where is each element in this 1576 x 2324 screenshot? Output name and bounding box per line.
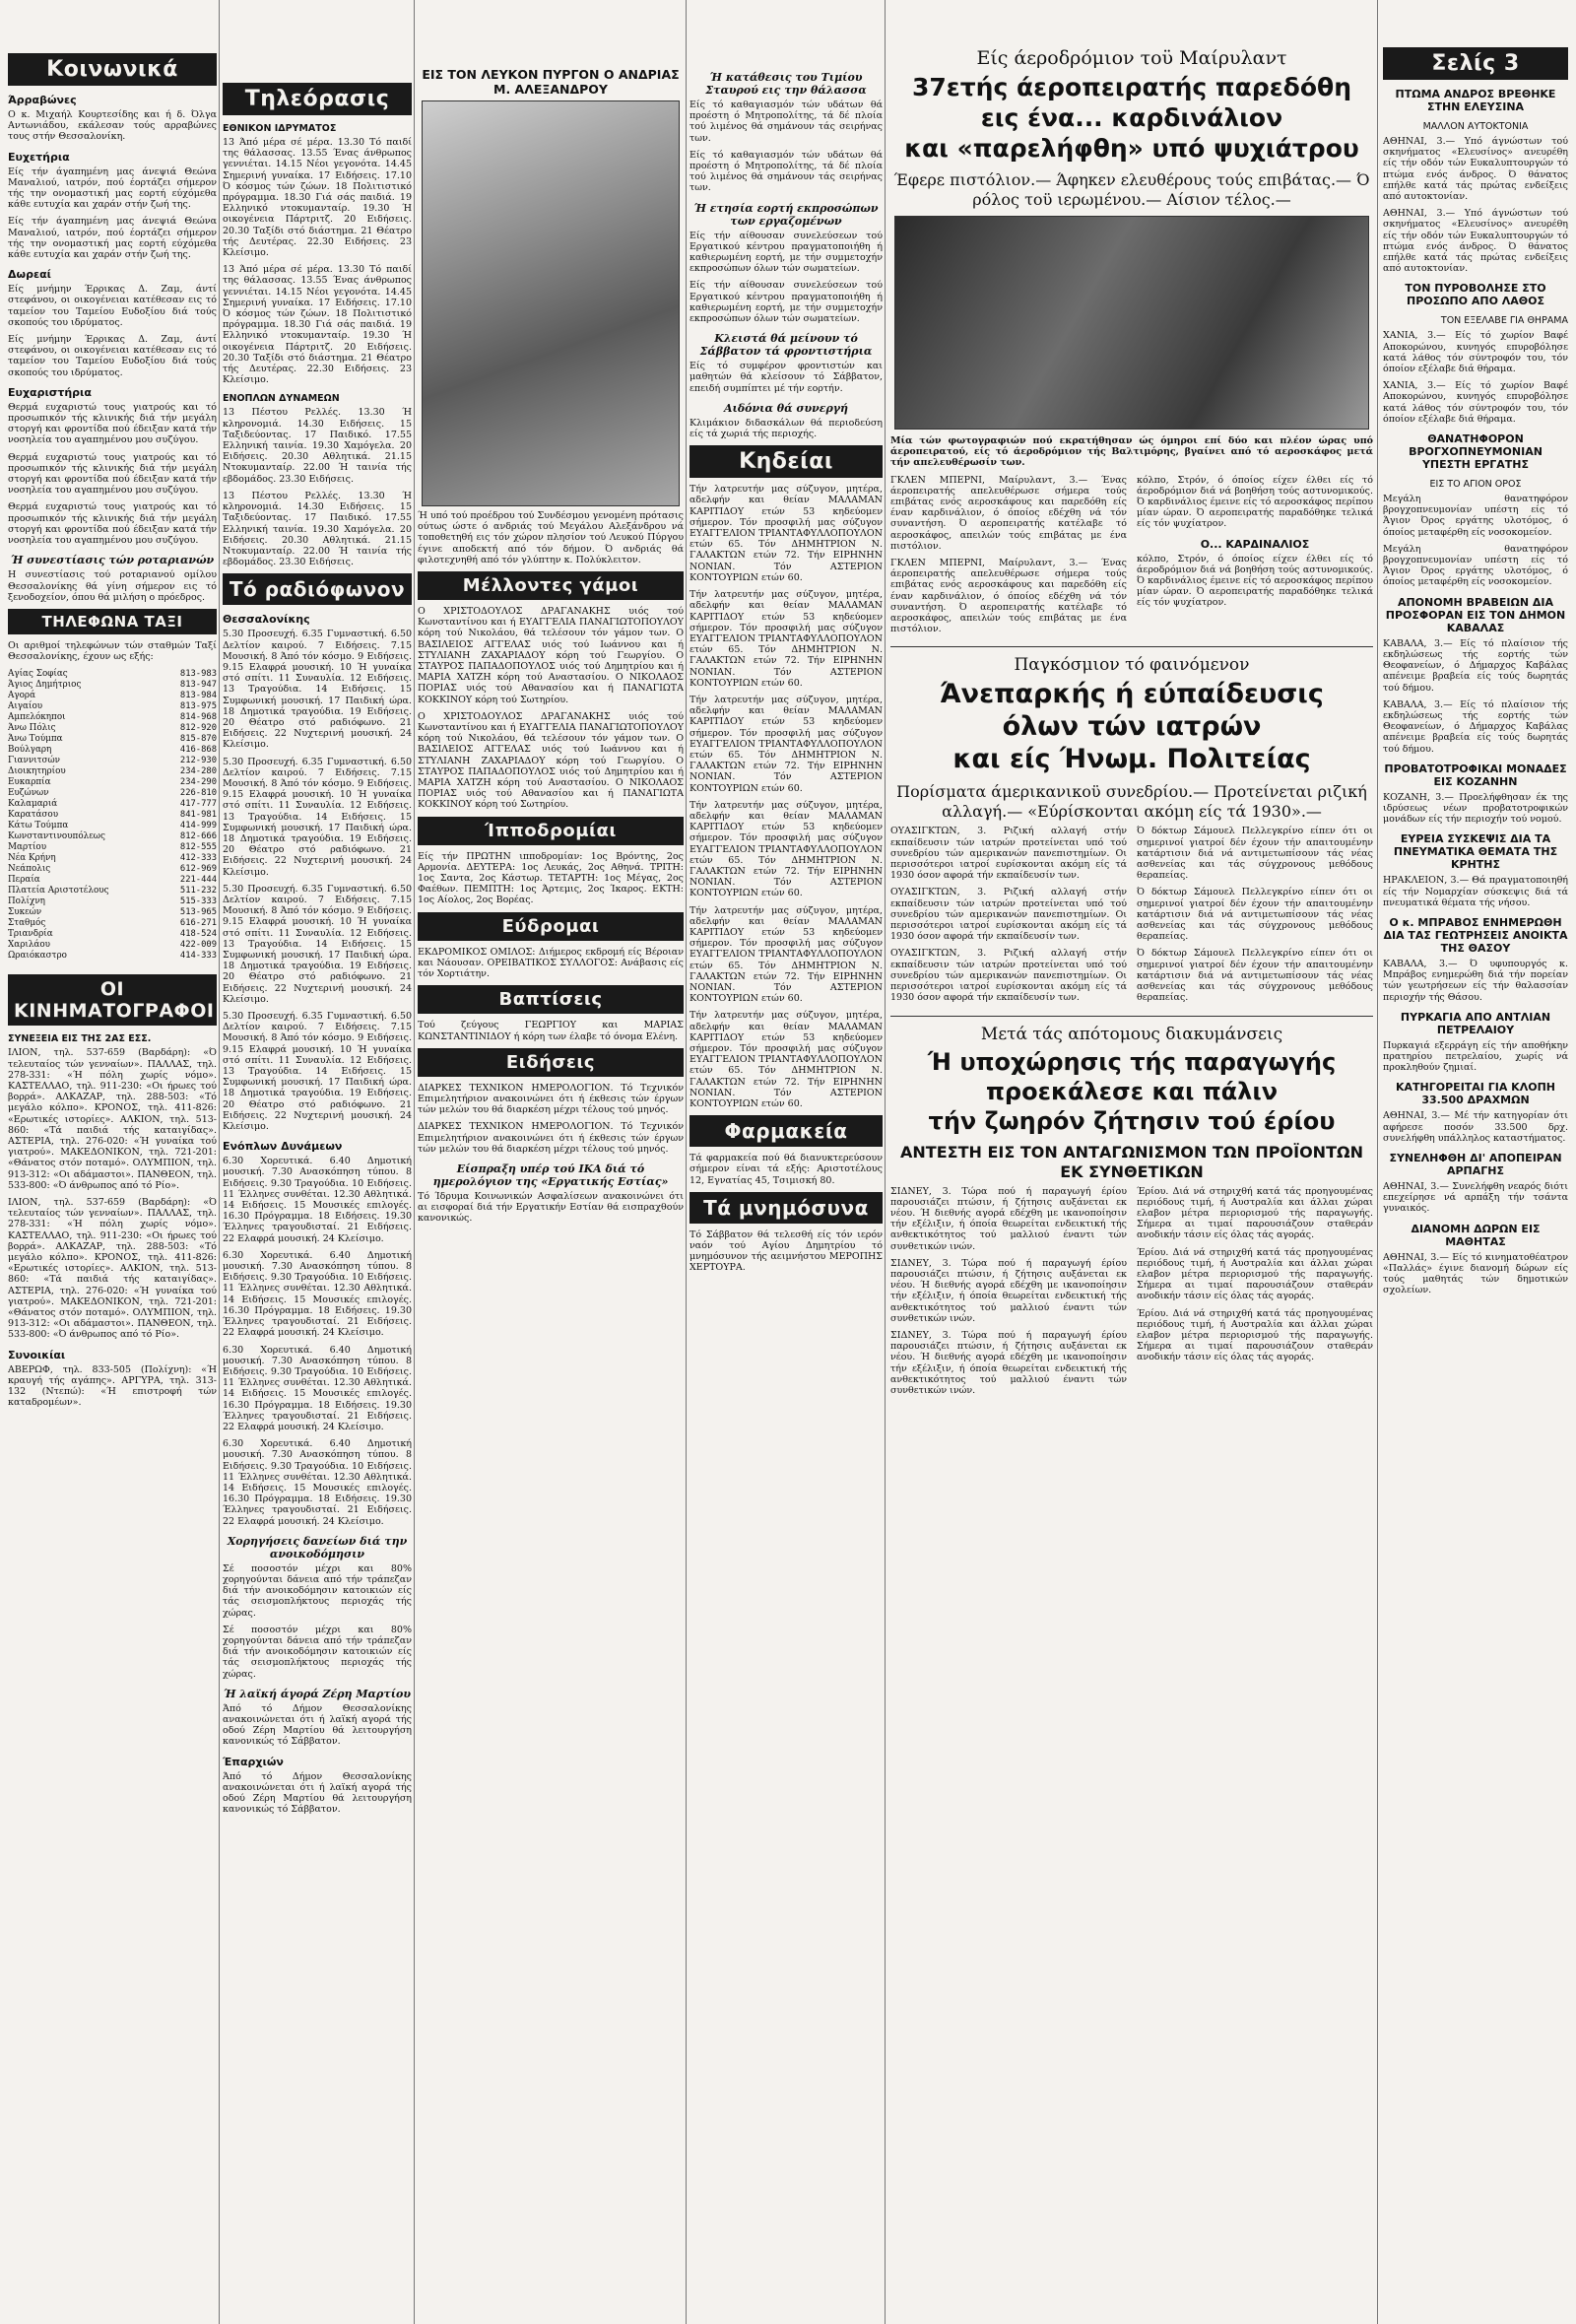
phone-row	[8, 852, 217, 863]
phone-name: Τριανδρία	[8, 928, 53, 939]
radio-text-2d: 6.30 Χορευτικά. 6.40 Δημοτική μουσική. 7.30 Ανασκόπηση τύπου. 8 Ειδήσεις. 9.30 Τραγούδια. 10 Ειδήσεις. 11 Έλληνες συνθέται. 12.30 Αθλητικά. 14 Ειδήσεις. 15 Μουσικές επιλογές. 16.30 Πρόγραμμα. 18 Ειδήσεις. 19.30 Έλληνες τραγουδισταί. 21 Ειδήσεις. 22 Ελαφρά μουσική. 24 Κλείσιμο.	[223, 1438, 412, 1527]
column-5	[890, 0, 1373, 2324]
s3-sub: ΕΙΣ ΤΟ ΑΓΙΟΝ ΟΡΟΣ	[1429, 479, 1522, 491]
phone-name: Κάτω Τούμπα	[8, 820, 69, 830]
s10-head: ΣΥΝΕΛΗΦΘΗ ΔΙ' ΑΠΟΠΕΙΡΑΝ ΑΡΠΑΓΗΣ	[1389, 1151, 1562, 1177]
s8-head: ΠΥΡΚΑΓΙΑ ΑΠΟ ΑΝΤΛΙΑΝ ΠΕΤΡΕΛΑΙΟΥ	[1400, 1010, 1551, 1036]
events-text: Σέ ποσοστόν μέχρι και 80% χορηγούνται δάνεια από τήν τράπεζαν διά τήν ανοικοδόμησιν κατοικιών είς τάς σεισμοπλήκτους περιοχάς τής χώρας.	[223, 1562, 412, 1619]
eudromo-title: Εύδρομαι	[418, 912, 684, 941]
s11-head: ΔΙΑΝΟΜΗ ΔΩΡΩΝ ΕΙΣ ΜΑΘΗΤΑΣ	[1411, 1222, 1541, 1248]
phone-name: Νεάπολις	[8, 863, 51, 874]
radio-sub-1: Θεσσαλονίκης	[223, 613, 310, 627]
phone-number: 414-333	[179, 950, 217, 961]
s1-text: Είς τό καθαγιασμόν τών υδάτων θά προέστη ό Μητροπολίτης, τά δέ πλοία τού λιμένος θά σημάνουν τάς σειρήνας των.	[690, 100, 883, 144]
lead-body-left	[890, 475, 1127, 641]
phone-number: 422-009	[179, 939, 217, 950]
phone-name: Χαριλάου	[8, 939, 50, 950]
column-3	[418, 0, 684, 2324]
s7-head: Ο κ. ΜΠΡΑΒΟΣ ΕΝΗΜΕΡΩΘΗ ΔΙΑ ΤΑΣ ΓΕΩΤΡΗΣΕΙΣ ΑΝΟΙΚΤΑ ΤΗΣ ΘΑΣΟΥ	[1383, 915, 1568, 955]
phone-number: 616-271	[179, 917, 217, 928]
memorial-text: Τό Σάββατον θά τελεσθή είς τόν ιερόν ναόν τού Αγίου Δημητρίου τό μνημόσυνον τής αειμνήστου ΜΕΡΟΠΗΣ ΧΕΡΤΟΥΡΑ.	[690, 1228, 883, 1274]
phone-number: 515-333	[179, 896, 217, 906]
eirt-text: 13 Άπό μέρα σέ μέρα. 13.30 Τό παιδί της θάλασσας. 13.55 Ένας άνθρωπος γεννιέται. 14.15 Νέοι γεγονότα. 14.45 Σημερινή γυναίκα. 17 Ειδήσεις. 17.10 Ό κόσμος τών ζώων. 18 Πολιτιστικό πρόγραμμα. 18.30 Γιά σάς παιδιά. 19 Ελληνικό ντοκυμανταίρ. 19.30 Ή οικογένεια Πάρτριτζ. 20 Ειδήσεις. 20.30 Ταξίδι στό διάστημα. 21 Θέατρο τής Δευτέρας. 22.30 Ειδήσεις. 23 Κλείσιμο.	[223, 137, 412, 259]
s1-title: Ή κατάθεσις του Τιμίου Σταυρού εις την θάλασσα	[705, 71, 867, 97]
s3-text-2: Μεγάλη θανατηφόρον βρογχοπνευμονίαν υπέστη είς τό Άγιον Όρος εργάτης υλοτόμος, ό όποίος μεταφέρθη είς νοσοκομείον.	[1383, 543, 1568, 588]
kideiai-text-5: Τήν λατρευτήν μας σύζυγον, μητέρα, αδελφήν και θείαν ΜΑΛΑΜΑΝ ΚΑΡΙΤΙΔΟΥ ετών 53 κηδεύομεν σήμερον. Τόν προσφιλή μας σύζυγον ΕΥΑΓΓΕΛΙΟΝ ΤΡΙΑΝΤΑΦΥΛΛΟΠΟΥΛΟΝ ετών 65. Τόν ΔΗΜΗΤΡΙΟΝ Ν. ΓΑΛΑΚΤΩΝ ετών 72. Τήν ΕΙΡΗΝΗΝ ΝΟΝΙΑΝ. Τόν ΑΣΤΕΡΙΟΝ ΚΟΝΤΟΥΡΙΩΝ ετών 60.	[690, 904, 883, 1005]
lead-body	[890, 475, 1373, 641]
s1-text: ΑΘΗΝΑΙ, 3.— Υπό άγνώστων τού σκηνήματος «Ελευσίνος» ανευρέθη είς τήν οδόν τών Ευκαλυπτουργών τό πτώμα ενός άνδρος. Ό θάνατος επήλθε κατά τάς πρώτας ενδείξεις από αυτοκτονίαν.	[1383, 136, 1568, 203]
phone-number: 513-965	[179, 906, 217, 917]
s2-text: ΧΑΝΙΑ, 3.— Είς τό χωρίον Βαφέ Αποκορώνου, κυνηγός επυροβόλησε κατά λάθος τόν σύντροφόν του, τόν όποίον εξέλαβε διά θήραμα.	[1383, 330, 1568, 375]
s9-text: ΑΘΗΝΑΙ, 3.— Μέ τήν κατηγορίαν ότι αφήρεσε ποσόν 33.500 δρχ. συνελήφθη υπάλληλος καταστήματος.	[1383, 1110, 1568, 1144]
synoikia-text: ΑΒΕΡΩΦ, τηλ. 833-505 (Πολίχνη): «Ή κραυγή τής αγάπης». ΑΡΓΥΡΑ, τηλ. 313-132 (Ντεπώ): «Ή επιστροφή τών καταδρομέων».	[8, 1363, 217, 1409]
phone-name: Άνω Πόλις	[8, 722, 56, 733]
phones-title: ΤΗΛΕΦΩΝΑ ΤΑΞΙ	[8, 609, 217, 634]
lead-text-right: κόλπο, Στρόν, ό όποίος είχεν έλθει είς τό άεροδρόμιον διά νά βοηθήση τούς αστυνομικούς. Ό καρδινάλιος έμεινε είς τό αεροσκάφος περίπου μίαν ώραν. Ό αεροπειρατής παραδόθηκε τελικά είς τόν ψυχίατρον.	[1137, 474, 1373, 530]
mid-text-right-2: Ό δόκτωρ Σάμουελ Πελλεγκρίνο είπεν ότι οι σημερινοί γιατροί δέν έχουν τήν απαιτουμένην κατάρτισιν διά νά αντιμετωπίσουν τάς νέας ασθενείας και τάς σύγχρονους μεθόδους θεραπείας.	[1137, 887, 1373, 943]
bottom-subheadline: ΑΝΤΕΣΤΗ ΕΙΣ ΤΟΝ ΑΝΤΑΓΩΝΙΣΜΟΝ ΤΩΝ ΠΡΟΪΟΝΤΩΝ ΕΚ ΣΥΝΘΕΤΙΚΩΝ	[900, 1142, 1363, 1181]
s5-head: ΠΡΟΒΑΤΟΤΡΟΦΙΚΑΙ ΜΟΝΑΔΕΣ ΕΙΣ ΚΟΖΑΝΗΝ	[1384, 762, 1567, 788]
eparchion-title: Έπαρχιών	[223, 1755, 284, 1768]
phone-row	[8, 798, 217, 809]
eudosis-text: ΔΙΑΡΚΕΣ ΤΕΧΝΙΚΟΝ ΗΜΕΡΟΛΟΓΙΟΝ. Τό Τεχνικόν Επιμελητήριον ανακοινώνει ότι ή έκθεσις τών έργων τών μελών του θά διαρκέση μέχρι τέλους τού μηνός.	[418, 1082, 684, 1116]
phone-row	[8, 885, 217, 896]
lead-text-right-2: κόλπο, Στρόν, ό όποίος είχεν έλθει είς τό άεροδρόμιον διά νά βοηθήση τούς αστυνομικούς. Ό καρδινάλιος έμεινε είς τό αεροσκάφος περίπου μίαν ώραν. Ό αεροπειρατής παραδόθηκε τελικά είς τόν ψυχίατρον.	[1137, 553, 1373, 609]
eucharist-text-2: Θερμά ευχαριστώ τους γιατρούς και τό προσωπικόν τής κλινικής διά τήν μεγάλη στοργή και φροντίδα πού έδειξαν κατά τήν νοσηλεία του αγαπημένου μου συζύγου.	[8, 451, 217, 497]
phone-name: Πλατεία Αριστοτέλους	[8, 885, 109, 896]
bottom-body-right	[1137, 1186, 1373, 1403]
lead-text-left-2: ΓΚΛΕΝ ΜΠΕΡΝΙ, Μαίρυλαντ, 3.— Ένας άεροπειρατής απελευθέρωσε σήμερα τούς επιβάτας ενός αεροσκάφους και παρεδόθη είς έναν καρδινάλιον, ό όποίος εδέχθη νά τόν συναντήση. Ό αεροπειρατής κατέλαβε τό αεροσκάφος, απειλών τούς επιβάτας με ένα πιστόλιον.	[890, 558, 1127, 635]
lead-text-left: ΓΚΛΕΝ ΜΠΕΡΝΙ, Μαίρυλαντ, 3.— Ένας άεροπειρατής απελευθέρωσε σήμερα τούς επιβάτας ενός αεροσκάφους και παρεδόθη είς έναν καρδινάλιον, ό όποίος εδέχθη νά τόν συναντήση. Ό αεροπειρατής κατέλαβε τό αεροσκάφος, απειλών τούς επιβάτας με ένα πιστόλιον.	[890, 474, 1127, 552]
kideiai-text-6: Τήν λατρευτήν μας σύζυγον, μητέρα, αδελφήν και θείαν ΜΑΛΑΜΑΝ ΚΑΡΙΤΙΔΟΥ ετών 53 κηδεύομεν σήμερον. Τόν προσφιλή μας σύζυγον ΕΥΑΓΓΕΛΙΟΝ ΤΡΙΑΝΤΑΦΥΛΛΟΠΟΥΛΟΝ ετών 65. Τόν ΔΗΜΗΤΡΙΟΝ Ν. ΓΑΛΑΚΤΩΝ ετών 72. Τήν ΕΙΡΗΝΗΝ ΝΟΝΙΑΝ. Τόν ΑΣΤΕΡΙΟΝ ΚΟΝΤΟΥΡΙΩΝ ετών 60.	[690, 1010, 883, 1110]
arravones-text: Ο κ. Μιχαήλ Κουρτεσίδης και ή δ. Όλγα Αντωνιάδου, εκάλεσαν τούς αρραβώνες τους στήν Θεσσαλονίκη.	[8, 109, 217, 143]
mid-kicker: Παγκόσμιον τό φαινόμενον	[1014, 655, 1250, 676]
s2-text-2: ΧΑΝΙΑ, 3.— Είς τό χωρίον Βαφέ Αποκορώνου, κυνηγός επυροβόλησε κατά λάθος τόν σύντροφόν του, τόν όποίον εξέλαβε διά θήραμα.	[1383, 380, 1568, 425]
bottom-text-right: Έρίου. Διά νά στηριχθή κατά τάς προηγουμένας περιόδους τιμή, ή Αυστραλία και άλλαι χώραι ελαβον μέτρα περιορισμού τής παραγωγής. Σήμερα αι τιμαί παρουσιάζουν σταθεράν ανοδικήν τάσιν είς όλας τάς αγοράς.	[1137, 1185, 1373, 1241]
s1-text-2: ΑΘΗΝΑΙ, 3.— Υπό άγνώστων τού σκηνήματος «Ελευσίνος» ανευρέθη είς τήν οδόν τών Ευκαλυπτουργών τό πτώμα ενός άνδρος. Ό θάνατος επήλθε κατά τάς πρώτας ενδείξεις από αυτοκτονίαν.	[1383, 208, 1568, 275]
phone-row	[8, 809, 217, 820]
phone-name: Καρατάσου	[8, 809, 59, 820]
column-rule	[686, 0, 687, 2324]
events-text-2: Σέ ποσοστόν μέχρι και 80% χορηγούνται δάνεια από τήν τράπεζαν διά τήν ανοικοδόμησιν κατοικιών είς τάς σεισμοπλήκτους περιοχάς τής χώρας.	[223, 1624, 412, 1680]
s10-text: ΑΘΗΝΑΙ, 3.— Συνελήφθη νεαρός διότι επεχείρησε νά αρπάξη τήν τσάντα γυναικός.	[1383, 1180, 1568, 1215]
phone-row	[8, 733, 217, 744]
phone-row	[8, 917, 217, 928]
market-text: Άπό τό Δήμον Θεσσαλονίκης ανακοινώνεται ότι ή λαϊκή αγορά τής οδού Ζέρη Μαρτίου θά λειτουργήση κανονικώς τό Σάββατον.	[223, 1702, 412, 1748]
mid-text-right: Ό δόκτωρ Σάμουελ Πελλεγκρίνο είπεν ότι οι σημερινοί γιατροί δέν έχουν τήν απαιτουμένην κατάρτισιν διά νά αντιμετωπίσουν τάς νέας ασθενείας και τάς σύγχρονους μεθόδους θεραπείας.	[1137, 826, 1373, 882]
ika-text: Τό Ίδρυμα Κοινωνικών Ασφαλίσεων ανακοινώνει ότι αι εισφοραί διά τήν Εργατικήν Εστίαν θά εισπραχθούν κανονικώς.	[418, 1190, 684, 1225]
arravones-title: Άρραβώνες	[8, 94, 77, 106]
phone-name: Πολίχνη	[8, 896, 45, 906]
phone-name: Κωνσταντινουπόλεως	[8, 830, 105, 841]
kideiai-text-3: Τήν λατρευτήν μας σύζυγον, μητέρα, αδελφήν και θείαν ΜΑΛΑΜΑΝ ΚΑΡΙΤΙΔΟΥ ετών 53 κηδεύομεν σήμερον. Τόν προσφιλή μας σύζυγον ΕΥΑΓΓΕΛΙΟΝ ΤΡΙΑΝΤΑΦΥΛΛΟΠΟΥΛΟΝ ετών 65. Τόν ΔΗΜΗΤΡΙΟΝ Ν. ΓΑΛΑΚΤΩΝ ετών 72. Τήν ΕΙΡΗΝΗΝ ΝΟΝΙΑΝ. Τόν ΑΣΤΕΡΙΟΝ ΚΟΝΤΟΥΡΙΩΝ ετών 60.	[690, 694, 883, 794]
phone-number: 813-947	[179, 679, 217, 690]
phone-name: Αγίας Σοφίας	[8, 668, 68, 679]
phone-row	[8, 830, 217, 841]
phone-number: 841-981	[179, 809, 217, 820]
radio-text-1: 5.30 Προσευχή. 6.35 Γυμναστική. 6.50 Δελτίον καιρού. 7 Ειδήσεις. 7.15 Μουσική. 8 Άπό τόν κόσμο. 9 Ειδήσεις. 9.15 Ελαφρά μουσική. 10 Ή γυναίκα στό σπίτι. 11 Συναυλία. 12 Ειδήσεις. 13 Τραγούδια. 14 Ειδήσεις. 15 Συμφωνική μουσική. 17 Παιδική ώρα. 18 Δημοτικά τραγούδια. 19 Ειδήσεις. 20 Θέατρο στό ραδιόφωνο. 21 Ειδήσεις. 22 Νυχτερινή μουσική. 24 Κλείσιμο.	[223, 629, 412, 751]
radio-title: Τό ραδιόφωνον	[223, 573, 412, 605]
phone-name: Περαία	[8, 874, 40, 885]
doreai-text-2: Είς μνήμην Έρρικας Δ. Ζαμ, άντί στεφάνου, οι οικογένειαι κατέθεσαν εις τό ταμείον του Ταμείου Ευδοξίου διά τούς σκοπούς του ιδρύματος.	[8, 334, 217, 378]
eudromo-text: ΕΚΔΡΟΜΙΚΟΣ ΟΜΙΛΟΣ: Διήμερος εκδρομή είς Βέροιαν και Νάουσαν. ΟΡΕΙΒΑΤΙΚΟΣ ΣΥΛΛΟΓΟΣ: Ανάβασις είς τόν Χορτιάτην.	[418, 946, 684, 980]
phone-number: 812-555	[179, 841, 217, 852]
mid-text-left: ΟΥΑΣΙΓΚΤΩΝ, 3. Ριζική αλλαγή στήν εκπαίδευσιν τών ιατρών προτείνεται υπό τού συνεδρίου τών αμερικανών πανεπιστημίων. Οι περισσότεροι ιατροί ευρίσκονται ακόμη είς τά 1930 όσον αφορά τήν εκπαίδευσίν των.	[890, 826, 1127, 882]
phone-row	[8, 744, 217, 755]
mid-headline-3: και είς Ήνωμ. Πολιτείας	[952, 744, 1311, 775]
lead-headline-3: εις ένα... καρδινάλιον	[980, 103, 1283, 132]
cinema-title: ΟΙ ΚΙΝΗΜΑΤΟΓΡΑΦΟΙ	[8, 974, 217, 1026]
phone-name: Μαρτίου	[8, 841, 47, 852]
phone-name: Ευζώνων	[8, 787, 49, 798]
s3-title: Κλειστά θά μείνουν τό Σάββατον τά φροντιστήρια	[699, 332, 873, 359]
pharmacy-text: Τά φαρμακεία πού θά διανυκτερεύσουν σήμερον είναι τά εξής: Αριστοτέλους 12, Εγνατίας 45, Τσιμισκή 80.	[690, 1153, 883, 1186]
events-title: Χορηγήσεις δανείων διά την ανοικοδόμησιν	[227, 1534, 408, 1560]
eucharist-title: Ευχαριστήρια	[8, 385, 92, 399]
radio-text-1d: 5.30 Προσευχή. 6.35 Γυμναστική. 6.50 Δελτίον καιρού. 7 Ειδήσεις. 7.15 Μουσική. 8 Άπό τόν κόσμο. 9 Ειδήσεις. 9.15 Ελαφρά μουσική. 10 Ή γυναίκα στό σπίτι. 11 Συναυλία. 12 Ειδήσεις. 13 Τραγούδια. 14 Ειδήσεις. 15 Συμφωνική μουσική. 17 Παιδική ώρα. 18 Δημοτικά τραγούδια. 19 Ειδήσεις. 20 Θέατρο στό ραδιόφωνο. 21 Ειδήσεις. 22 Νυχτερινή μουσική. 24 Κλείσιμο.	[223, 1011, 412, 1133]
radio-text-2b: 6.30 Χορευτικά. 6.40 Δημοτική μουσική. 7.30 Ανασκόπηση τύπου. 8 Ειδήσεις. 9.30 Τραγούδια. 10 Ειδήσεις. 11 Έλληνες συνθέται. 12.30 Αθλητικά. 14 Ειδήσεις. 15 Μουσικές επιλογές. 16.30 Πρόγραμμα. 18 Ειδήσεις. 19.30 Έλληνες τραγουδισταί. 21 Ειδήσεις. 22 Ελαφρά μουσική. 24 Κλείσιμο.	[223, 1249, 412, 1339]
phone-row	[8, 679, 217, 690]
phone-row	[8, 928, 217, 939]
phone-row	[8, 787, 217, 798]
phone-number: 418-524	[179, 928, 217, 939]
s4-head: ΑΠΟΝΟΜΗ ΒΡΑΒΕΙΩΝ ΔΙΑ ΠΡΟΣΦΟΡΑΝ ΕΙΣ ΤΟΝ ΔΗΜΟΝ ΚΑΒΑΛΑΣ	[1385, 595, 1566, 634]
column-rule	[219, 0, 220, 2324]
column-rule	[885, 0, 886, 2324]
synoikia-title: Συνοικίαι	[8, 1348, 66, 1361]
bottom-headline-3: τήν ζωηρόν ζήτησιν τού έρίου	[928, 1106, 1336, 1135]
statue-caption: Ή υπό τού προέδρου τού Συνδέσμου γενομένη πρότασις ούτως ώστε ό ανδριάς τού Μεγάλου Αλεξάνδρου νά τοποθετηθή εις τόν χώρον πλησίον τού Λευκού Πύργου έγινε αποδεκτή από τόν δήμον. Ό ανδριάς θά φιλοτεχνηθή από τόν γλύπτην κ. Πολύκλειτον.	[418, 510, 684, 565]
phone-number: 221-444	[179, 874, 217, 885]
mid-body-left	[890, 826, 1127, 1009]
lead-photo-caption: Μία τών φωτογραφιών πού εκρατήθησαν ώς όμηροι επί δύο και πλέον ώρας υπό άεροπειρατού, είς τό άεροδρόμιον τής Βαλτιμόρης, βγαίνει από τό αεροσκάφος μετά τήν απελευθέρωσίν των.	[890, 435, 1373, 469]
phone-number: 234-280	[179, 765, 217, 776]
eucharist-text: Θερμά ευχαριστώ τους γιατρούς και τό προσωπικόν τής κλινικής διά τήν μεγάλη στοργή και φροντίδα πού έδειξαν κατά τήν νοσηλεία του αγαπημένου μου συζύγου.	[8, 401, 217, 446]
dateline-kardinal: Ο... ΚΑΡΔΙΝΑΛΙΟΣ	[1200, 537, 1310, 551]
s2-head: ΤΟΝ ΠΥΡΟΒΟΛΗΣΕ ΣΤΟ ΠΡΟΣΩΠΟ ΑΠΟ ΛΑΘΟΣ	[1405, 282, 1546, 308]
phone-name: Σταθμός	[8, 917, 46, 928]
phone-number: 414-999	[179, 820, 217, 830]
s3-text: Είς τό συμφέρον φροντιστών και μαθητών θά κλείσουν τό Σάββατον, επειδή συμπίπτει μέ τήν εορτήν.	[690, 361, 883, 394]
eucheteria-title: Ευχετήρια	[8, 150, 70, 164]
divider	[890, 1016, 1373, 1017]
hippodrome-text: Είς τήν ΠΡΩΤΗΝ ιπποδρομίαν: 1ος Βρόντης, 2ος Αρμονία. ΔΕΥΤΕΡΑ: 1ος Λευκάς, 2ος Αθηνά. ΤΡΙΤΗ: 1ος Σαντα, 2ος Κάστωρ. ΤΕΤΑΡΤΗ: 1ος Μέγας, 2ος Φαέθων. ΠΕΜΠΤΗ: 1ος Άρτεμις, 2ος Ίκαρος. ΕΚΤΗ: 1ος Αίολος, 2ος Βορέας.	[418, 850, 684, 906]
pharmacy-title: Φαρμακεία	[690, 1115, 883, 1147]
phone-row	[8, 711, 217, 722]
s4-text: ΚΑΒΑΛΑ, 3.— Είς τό πλαίσιον τής εκδηλώσεως τής εορτής τών Θεοφανείων, ό Δήμαρχος Καβάλας απένειμε βραβεία είς τούς δωρητάς τού δήμου.	[1383, 637, 1568, 694]
phone-row	[8, 690, 217, 700]
bottom-body-left	[890, 1186, 1127, 1403]
doreai-title: Δωρεαί	[8, 268, 51, 282]
column-2	[223, 0, 412, 2324]
phone-number: 226-810	[179, 787, 217, 798]
phone-row	[8, 820, 217, 830]
kideiai-text-4: Τήν λατρευτήν μας σύζυγον, μητέρα, αδελφήν και θείαν ΜΑΛΑΜΑΝ ΚΑΡΙΤΙΔΟΥ ετών 53 κηδεύομεν σήμερον. Τόν προσφιλή μας σύζυγον ΕΥΑΓΓΕΛΙΟΝ ΤΡΙΑΝΤΑΦΥΛΛΟΠΟΥΛΟΝ ετών 65. Τόν ΔΗΜΗΤΡΙΟΝ Ν. ΓΑΛΑΚΤΩΝ ετών 72. Τήν ΕΙΡΗΝΗΝ ΝΟΝΙΑΝ. Τόν ΑΣΤΕΡΙΟΝ ΚΟΝΤΟΥΡΙΩΝ ετών 60.	[690, 799, 883, 899]
phone-row	[8, 668, 217, 679]
phone-name: Ευκαρπία	[8, 776, 51, 787]
lead-headline-1: Είς άεροδρόμιον τοϋ Μαίρυλαντ	[976, 47, 1287, 69]
radio-text-1b: 5.30 Προσευχή. 6.35 Γυμναστική. 6.50 Δελτίον καιρού. 7 Ειδήσεις. 7.15 Μουσική. 8 Άπό τόν κόσμο. 9 Ειδήσεις. 9.15 Ελαφρά μουσική. 10 Ή γυναίκα στό σπίτι. 11 Συναυλία. 12 Ειδήσεις. 13 Τραγούδια. 14 Ειδήσεις. 15 Συμφωνική μουσική. 17 Παιδική ώρα. 18 Δημοτικά τραγούδια. 19 Ειδήσεις. 20 Θέατρο στό ραδιόφωνο. 21 Ειδήσεις. 22 Νυχτερινή μουσική. 24 Κλείσιμο.	[223, 756, 412, 878]
mid-headline-1: Άνεπαρκής ή εύπαίδευσις	[940, 679, 1324, 710]
s11-text: ΑΘΗΝΑΙ, 3.— Είς τό κινηματοθέατρον «Παλλάς» έγινε διανομή δώρων είς τούς μαθητάς τών δημοτικών σχολείων.	[1383, 1251, 1568, 1296]
column-4	[690, 0, 883, 2324]
baptisms-text: Τού ζεύγους ΓΕΩΡΓΙΟΥ και ΜΑΡΙΑΣ ΚΩΝΣΤΑΝΤΙΝΙΔΟΥ ή κόρη των έλαβε τό όνομα Ελένη.	[418, 1020, 684, 1042]
s6-head: ΕΥΡΕΙΑ ΣΥΣΚΕΨΙΣ ΔΙΑ ΤΑ ΠΝΕΥΜΑΤΙΚΑ ΘΕΜΑΤΑ ΤΗΣ ΚΡΗΤΗΣ	[1393, 832, 1558, 872]
cinema-text: ΙΛΙΟΝ, τηλ. 537-659 (Βαρδάρη): «Ό τελευταίος τών γενναίων». ΠΑΛΛΑΣ, τηλ. 278-331: «Ή πόλη χωρίς νόμο». ΚΑΣΤΕΛΛΑΟ, τηλ. 911-230: «Οι ήρωες τού βορρά». ΑΛΚΑΖΑΡ, τηλ. 288-503: «Τό μεγάλο κόλπο». ΚΡΟΝΟΣ, τηλ. 411-826: «Ερωτικές ιστορίες». ΑΛΚΙΟΝ, τηλ. 513-860: «Τά παιδιά τής καταιγίδας». ΑΣΤΕΡΙΑ, τηλ. 276-020: «Ή γυναίκα τού γιατρού». ΜΑΚΕΔΟΝΙΚΟΝ, τηλ. 721-201: «Θάνατος στόν ποταμό». ΟΛΥΜΠΙΟΝ, τηλ. 913-312: «Οι αδάμαστοι». ΠΑΝΘΕΟΝ, τηλ. 533-800: «Ό άνθρωπος από τό Ρίο».	[8, 1047, 217, 1191]
weddings-text: Ο ΧΡΙΣΤΟΔΟΥΛΟΣ ΔΡΑΓΑΝΑΚΗΣ υιός τού Κωνσταντίνου και ή ΕΥΑΓΓΕΛΙΑ ΠΑΝΑΓΙΩΤΟΠΟΥΛΟΥ κόρη τού Νικολάου, θά τελέσουν τόν γάμον των. Ο ΒΑΣΙΛΕΙΟΣ ΑΓΓΕΛΑΣ υιός τού Ιωάννου και ή ΣΤΥΛΙΑΝΗ ΖΑΧΑΡΙΑΔΟΥ κόρη τού Γεωργίου. Ο ΣΤΑΥΡΟΣ ΠΑΠΑΔΟΠΟΥΛΟΣ υιός τού Δημητρίου και ή ΜΑΡΙΑ ΧΑΤΖΗ κόρη τού Αναστασίου. Ο ΝΙΚΟΛΑΟΣ ΠΟΡΙΑΣ υιός τού Αθανασίου και ή ΠΑΝΑΓΙΩΤΑ ΚΟΚΚΙΝΟΥ κόρη τού Σωτηρίου.	[418, 606, 684, 705]
bottom-text-right-3: Έρίου. Διά νά στηριχθή κατά τάς προηγουμένας περιόδους τιμή, ή Αυστραλία και άλλαι χώραι ελαβον μέτρα περιορισμού τής παραγωγής. Σήμερα αι τιμαί παρουσιάζουν σταθεράν ανοδικήν τάσιν είς όλας τάς αγοράς.	[1137, 1307, 1373, 1363]
s1-text-2: Είς τό καθαγιασμόν τών υδάτων θά προέστη ό Μητροπολίτης, τά δέ πλοία τού λιμένος θά σημάνουν τάς σειρήνας των.	[690, 149, 883, 194]
s6-text: ΗΡΑΚΛΕΙΟΝ, 3.— Θά πραγματοποιηθή είς τήν Νομαρχίαν σύσκεψις διά τά πνευματικά θέματα τής νήσου.	[1383, 875, 1568, 908]
column-rule	[414, 0, 415, 2324]
bottom-text-right-2: Έρίου. Διά νά στηριχθή κατά τάς προηγουμένας περιόδους τιμή, ή Αυστραλία και άλλαι χώραι ελαβον μέτρα περιορισμού τής παραγωγής. Σήμερα αι τιμαί παρουσιάζουν σταθεράν ανοδικήν τάσιν είς όλας τάς αγοράς.	[1137, 1246, 1373, 1302]
phone-name: Βούλγαρη	[8, 744, 52, 755]
page-number-banner: Σελίς 3	[1383, 47, 1568, 80]
phone-number: 812-920	[179, 722, 217, 733]
lead-headline-2: 37ετής άεροπειρατής παρεδόθη	[911, 73, 1351, 101]
phone-name: Διοικητηρίου	[8, 765, 66, 776]
phone-name: Άνω Τούμπα	[8, 733, 63, 744]
syneuxeis-title: Ή συνεστίασις τών ροταριανών	[10, 554, 215, 567]
column-1	[8, 0, 217, 2324]
s4-text: Κλιμάκιον διδασκάλων θά περιοδεύση είς τά χωριά τής περιοχής.	[690, 417, 883, 440]
statue-headline: ΕΙΣ ΤΟΝ ΛΕΥΚΟΝ ΠΥΡΓΟΝ Ο ΑΝΔΡΙΑΣ Μ. ΑΛΕΞΑΝΔΡΟΥ	[422, 67, 680, 97]
bottom-text-left: ΣΙΔΝΕΥ, 3. Τώρα πού ή παραγωγή έρίου παρουσιάζει πτώσιν, ή ζήτησις αυξάνεται εκ νέου. Ή διεθνής αγορά εδέχθη με ικανοποίησιν τήν εξέλιξιν, ή όποία θεωρείται ενδεικτική τής ανθεκτικότητος τού μαλλιού έναντι τών συνθετικών ινών.	[890, 1185, 1127, 1252]
phone-number: 812-666	[179, 830, 217, 841]
hippodrome-title: Ίπποδρομίαι	[418, 817, 684, 845]
phone-name: Αμπελόκηποι	[8, 711, 66, 722]
phone-number: 212-930	[179, 755, 217, 765]
eudosis-title: Ειδήσεις	[418, 1048, 684, 1077]
phone-row	[8, 950, 217, 961]
column-rule	[1377, 0, 1378, 2324]
phone-number: 814-968	[179, 711, 217, 722]
phone-row	[8, 776, 217, 787]
mid-text-left-3: ΟΥΑΣΙΓΚΤΩΝ, 3. Ριζική αλλαγή στήν εκπαίδευσιν τών ιατρών προτείνεται υπό τού συνεδρίου τών αμερικανών πανεπιστημίων. Οι περισσότεροι ιατροί ευρίσκονται ακόμη είς τά 1930 όσον αφορά τήν εκπαίδευσίν των.	[890, 948, 1127, 1004]
radio-text-2: 6.30 Χορευτικά. 6.40 Δημοτική μουσική. 7.30 Ανασκόπηση τύπου. 8 Ειδήσεις. 9.30 Τραγούδια. 10 Ειδήσεις. 11 Έλληνες συνθέται. 12.30 Αθλητικά. 14 Ειδήσεις. 15 Μουσικές επιλογές. 16.30 Πρόγραμμα. 18 Ειδήσεις. 19.30 Έλληνες τραγουδισταί. 21 Ειδήσεις. 22 Ελαφρά μουσική. 24 Κλείσιμο.	[223, 1156, 412, 1244]
s2-sub: ΤΟΝ ΕΞΕΛΑΒΕ ΓΙΑ ΘΗΡΑΜΑ	[1440, 315, 1568, 327]
s4-text-2: ΚΑΒΑΛΑ, 3.— Είς τό πλαίσιον τής εκδηλώσεως τής εορτής τών Θεοφανείων, ό Δήμαρχος Καβάλας απένειμε βραβεία είς τούς δωρητάς τού δήμου.	[1383, 698, 1568, 755]
mid-text-right-3: Ό δόκτωρ Σάμουελ Πελλεγκρίνο είπεν ότι οι σημερινοί γιατροί δέν έχουν τήν απαιτουμένην κατάρτισιν διά νά αντιμετωπίσουν τάς νέας ασθενείας και τάς σύγχρονους μεθόδους θεραπείας.	[1137, 948, 1373, 1004]
bottom-text-left-2: ΣΙΔΝΕΥ, 3. Τώρα πού ή παραγωγή έρίου παρουσιάζει πτώσιν, ή ζήτησις αυξάνεται εκ νέου. Ή διεθνής αγορά εδέχθη με ικανοποίησιν τήν εξέλιξιν, ή όποία θεωρείται ενδεικτική τής ανθεκτικότητος τού μαλλιού έναντι τών συνθετικών ινών.	[890, 1257, 1127, 1324]
radio-sub-2: Ενόπλων Δυνάμεων	[223, 1140, 343, 1154]
bottom-headline-1: Ή υποχώρησις τής παραγωγής	[927, 1047, 1337, 1076]
eucharist-text-3: Θερμά ευχαριστώ τους γιατρούς και τό προσωπικόν τής κλινικής διά τήν μεγάλη στοργή και φροντίδα πού έδειξαν κατά τήν νοσηλεία του αγαπημένου μου συζύγου.	[8, 501, 217, 547]
phone-number: 612-969	[179, 863, 217, 874]
phone-row	[8, 863, 217, 874]
s2-text: Είς τήν αίθουσαν συνελεύσεων τού Εργατικού κέντρου πραγματοποιήθη ή καθιερωμένη εορτή, με τήν συμμετοχήν εκπροσώπων όλων τών σωματείων.	[690, 230, 883, 275]
weddings-title: Μέλλοντες γάμοι	[418, 571, 684, 600]
mid-subheadline: Πορίσματα άμερικανικοϋ συνεδρίου.— Προτείνεται ριζική αλλαγή.— «Εύρίσκονται ακόμη είς τά 1930».—	[896, 782, 1367, 822]
eudosis-text-2: ΔΙΑΡΚΕΣ ΤΕΧΝΙΚΟΝ ΗΜΕΡΟΛΟΓΙΟΝ. Τό Τεχνικόν Επιμελητήριον ανακοινώνει ότι ή έκθεσις τών έργων τών μελών του θά διαρκέση μέχρι τέλους τού μηνός.	[418, 1121, 684, 1155]
phone-row	[8, 841, 217, 852]
phone-row	[8, 722, 217, 733]
phone-name: Γιαννιτσών	[8, 755, 61, 765]
phone-row	[8, 896, 217, 906]
lead-headline-4: και «παρελήφθη» υπό ψυχιάτρου	[904, 134, 1359, 163]
s1-sub: ΜΑΛΛΟΝ ΑΥΤΟΚΤΟΝΙΑ	[1422, 121, 1529, 132]
yed-text: 13 Πέστου Ρελλές. 13.30 Ή κληρονομιά. 14.30 Ειδήσεις. 15 Ταξιδεύοντας. 17 Παιδικό. 17.55 Ελληνική ταινία. 19.30 Χαμόγελα. 20 Ειδήσεις. 20.30 Αθλητικά. 21.15 Ντοκυμανταίρ. 22.00 Ή ταινία τής εβδομάδος. 23.30 Ειδήσεις.	[223, 407, 412, 485]
market-text-2: Άπό τό Δήμον Θεσσαλονίκης ανακοινώνεται ότι ή λαϊκή αγορά τής οδού Ζέρη Μαρτίου θά λειτουργήση κανονικώς τό Σάββατον.	[223, 1770, 412, 1816]
mid-headline-2: όλων τών ιατρών	[1002, 711, 1262, 743]
mid-body	[890, 826, 1373, 1009]
memorial-title: Τά μνημόσυνα	[690, 1192, 883, 1224]
phone-number: 813-983	[179, 668, 217, 679]
cinema-text-2: ΙΛΙΟΝ, τηλ. 537-659 (Βαρδάρη): «Ό τελευταίος τών γενναίων». ΠΑΛΛΑΣ, τηλ. 278-331: «Ή πόλη χωρίς νόμο». ΚΑΣΤΕΛΛΑΟ, τηλ. 911-230: «Οι ήρωες τού βορρά». ΑΛΚΑΖΑΡ, τηλ. 288-503: «Τό μεγάλο κόλπο». ΚΡΟΝΟΣ, τηλ. 411-826: «Ερωτικές ιστορίες». ΑΛΚΙΟΝ, τηλ. 513-860: «Τά παιδιά τής καταιγίδας». ΑΣΤΕΡΙΑ, τηλ. 276-020: «Ή γυναίκα τού γιατρού». ΜΑΚΕΔΟΝΙΚΟΝ, τηλ. 721-201: «Θάνατος στόν ποταμό». ΟΛΥΜΠΙΟΝ, τηλ. 913-312: «Οι αδάμαστοι». ΠΑΝΘΕΟΝ, τηλ. 533-800: «Ό άνθρωπος από τό Ρίο».	[8, 1196, 217, 1341]
phones-intro: Οι αριθμοί τηλεφώνων τών σταθμών Ταξί Θεσσαλονίκης, έχουν ως εξής:	[8, 639, 217, 663]
phone-number: 511-232	[179, 885, 217, 896]
s1-head: ΠΤΩΜΑ ΑΝΔΡΟΣ ΒΡΕΘΗΚΕ ΣΤΗΝ ΕΛΕΥΣΙΝΑ	[1395, 88, 1556, 113]
tv-title: Τηλεόρασις	[223, 83, 412, 115]
s5-text: ΚΟΖΑΝΗ, 3.— Προελήφθησαν έκ της ιδρύσεως νέων προβατοτροφικών μονάδων είς τήν περιοχήν τού νομού.	[1383, 791, 1568, 826]
lead-photo	[894, 216, 1369, 430]
radio-text-1c: 5.30 Προσευχή. 6.35 Γυμναστική. 6.50 Δελτίον καιρού. 7 Ειδήσεις. 7.15 Μουσική. 8 Άπό τόν κόσμο. 9 Ειδήσεις. 9.15 Ελαφρά μουσική. 10 Ή γυναίκα στό σπίτι. 11 Συναυλία. 12 Ειδήσεις. 13 Τραγούδια. 14 Ειδήσεις. 15 Συμφωνική μουσική. 17 Παιδική ώρα. 18 Δημοτικά τραγούδια. 19 Ειδήσεις. 20 Θέατρο στό ραδιόφωνο. 21 Ειδήσεις. 22 Νυχτερινή μουσική. 24 Κλείσιμο.	[223, 883, 412, 1005]
mid-body-right	[1137, 826, 1373, 1009]
phone-number: 813-975	[179, 700, 217, 711]
weddings-text-2: Ο ΧΡΙΣΤΟΔΟΥΛΟΣ ΔΡΑΓΑΝΑΚΗΣ υιός τού Κωνσταντίνου και ή ΕΥΑΓΓΕΛΙΑ ΠΑΝΑΓΙΩΤΟΠΟΥΛΟΥ κόρη τού Νικολάου, θά τελέσουν τόν γάμον των. Ο ΒΑΣΙΛΕΙΟΣ ΑΓΓΕΛΑΣ υιός τού Ιωάννου και ή ΣΤΥΛΙΑΝΗ ΖΑΧΑΡΙΑΔΟΥ κόρη τού Γεωργίου. Ο ΣΤΑΥΡΟΣ ΠΑΠΑΔΟΠΟΥΛΟΣ υιός τού Δημητρίου και ή ΜΑΡΙΑ ΧΑΤΖΗ κόρη τού Αναστασίου. Ο ΝΙΚΟΛΑΟΣ ΠΟΡΙΑΣ υιός τού Αθανασίου και ή ΠΑΝΑΓΙΩΤΑ ΚΟΚΚΙΝΟΥ κόρη τού Σωτηρίου.	[418, 710, 684, 811]
phone-number: 412-333	[179, 852, 217, 863]
phone-number: 813-984	[179, 690, 217, 700]
s9-head: ΚΑΤΗΓΟΡΕΙΤΑΙ ΓΙΑ ΚΛΟΠΗ 33.500 ΔΡΑΧΜΩΝ	[1396, 1081, 1555, 1107]
kideiai-title: Κηδείαι	[690, 445, 883, 478]
phone-row	[8, 765, 217, 776]
phones-table	[8, 668, 217, 961]
bottom-headline-2: προεκάλεσε και πάλιν	[985, 1077, 1279, 1105]
phone-number: 234-290	[179, 776, 217, 787]
phone-name: Συκεών	[8, 906, 42, 917]
s4-title: Αιδόνια θά συνεργή	[723, 401, 849, 415]
cinema-sub: ΣΥΝΕΞΕΙΑ ΕΙΣ ΤΗΣ 2ΑΣ ΕΣΣ.	[8, 1033, 152, 1045]
yed-text-2: 13 Πέστου Ρελλές. 13.30 Ή κληρονομιά. 14.30 Ειδήσεις. 15 Ταξιδεύοντας. 17 Παιδικό. 17.55 Ελληνική ταινία. 19.30 Χαμόγελα. 20 Ειδήσεις. 20.30 Αθλητικά. 21.15 Ντοκυμανταίρ. 22.00 Ή ταινία τής εβδομάδος. 23.30 Ειδήσεις.	[223, 490, 412, 568]
s3-head: ΘΑΝΑΤΗΦΟΡΟΝ ΒΡΟΓΧΟΠΝΕΥΜΟΝΙΑΝ ΥΠΕΣΤΗ ΕΡΓΑΤΗΣ	[1409, 432, 1543, 472]
s8-text: Πυρκαγιά εξερράγη είς τήν αποθήκην πρατηρίου πετρελαίου, χωρίς νά προκληθούν ζημιαί.	[1383, 1039, 1568, 1074]
kideiai-text-2: Τήν λατρευτήν μας σύζυγον, μητέρα, αδελφήν και θείαν ΜΑΛΑΜΑΝ ΚΑΡΙΤΙΔΟΥ ετών 53 κηδεύομεν σήμερον. Τόν προσφιλή μας σύζυγον ΕΥΑΓΓΕΛΙΟΝ ΤΡΙΑΝΤΑΦΥΛΛΟΠΟΥΛΟΝ ετών 65. Τόν ΔΗΜΗΤΡΙΟΝ Ν. ΓΑΛΑΚΤΩΝ ετών 72. Τήν ΕΙΡΗΝΗΝ ΝΟΝΙΑΝ. Τόν ΑΣΤΕΡΙΟΝ ΚΟΝΤΟΥΡΙΩΝ ετών 60.	[690, 589, 883, 689]
phone-row	[8, 906, 217, 917]
phone-name: Άγιος Δημήτριος	[8, 679, 82, 690]
yed-title: ΕΝΟΠΛΩΝ ΔΥΝΑΜΕΩΝ	[223, 393, 340, 405]
doreai-text: Είς μνήμην Έρρικας Δ. Ζαμ, άντί στεφάνου, οι οικογένειαι κατέθεσαν εις τό ταμείον του Ταμείου Ευδοξίου διά τούς σκοπούς του ιδρύματος.	[8, 284, 217, 328]
kideiai-text: Τήν λατρευτήν μας σύζυγον, μητέρα, αδελφήν και θείαν ΜΑΛΑΜΑΝ ΚΑΡΙΤΙΔΟΥ ετών 53 κηδεύομεν σήμερον. Τόν προσφιλή μας σύζυγον ΕΥΑΓΓΕΛΙΟΝ ΤΡΙΑΝΤΑΦΥΛΛΟΠΟΥΛΟΝ ετών 65. Τόν ΔΗΜΗΤΡΙΟΝ Ν. ΓΑΛΑΚΤΩΝ ετών 72. Τήν ΕΙΡΗΝΗΝ ΝΟΝΙΑΝ. Τόν ΑΣΤΕΡΙΟΝ ΚΟΝΤΟΥΡΙΩΝ ετών 60.	[690, 484, 883, 583]
phone-number: 416-868	[179, 744, 217, 755]
radio-text-2c: 6.30 Χορευτικά. 6.40 Δημοτική μουσική. 7.30 Ανασκόπηση τύπου. 8 Ειδήσεις. 9.30 Τραγούδια. 10 Ειδήσεις. 11 Έλληνες συνθέται. 12.30 Αθλητικά. 14 Ειδήσεις. 15 Μουσικές επιλογές. 16.30 Πρόγραμμα. 18 Ειδήσεις. 19.30 Έλληνες τραγουδισταί. 21 Ειδήσεις. 22 Ελαφρά μουσική. 24 Κλείσιμο.	[223, 1344, 412, 1432]
lead-subheadline: Έφερε πιστόλιον.— Άφηκεν ελευθέρους τούς επιβάτας.— Ό ρόλος τοϋ ιερωμένου.— Αίσιον τέλος.—	[893, 170, 1370, 209]
eucheteria-text-2: Είς τήν άγαπημένη μας άνεψιά Θεώνα Μαναλιού, ιατρόν, πού έορτάζει σήμερον τής την ονομαστική μας εορτή εύχόμεθα κάθε ευτυχία και χαράν στήν ζωή της.	[8, 216, 217, 261]
column-6	[1383, 0, 1568, 2324]
bottom-kicker: Μετά τάς απότομους διακυμάνσεις	[980, 1024, 1283, 1044]
phone-row	[8, 700, 217, 711]
phone-name: Καλαμαριά	[8, 798, 58, 809]
s3-text: Μεγάλη θανατηφόρον βρογχοπνευμονίαν υπέστη είς τό Άγιον Όρος εργάτης υλοτόμος, ό όποίος μεταφέρθη είς νοσοκομείον.	[1383, 494, 1568, 538]
bottom-text-left-3: ΣΙΔΝΕΥ, 3. Τώρα πού ή παραγωγή έρίου παρουσιάζει πτώσιν, ή ζήτησις αυξάνεται εκ νέου. Ή διεθνής αγορά εδέχθη με ικανοποίησιν τήν εξέλιξιν, ή όποία θεωρείται ενδεικτική τής ανθεκτικότητος τού μαλλιού έναντι τών συνθετικών ινών.	[890, 1329, 1127, 1396]
phone-row	[8, 939, 217, 950]
phone-name: Ωραιόκαστρο	[8, 950, 67, 961]
market-title: Ή λαϊκή άγορά Ζέρη Μαρτίου	[223, 1687, 412, 1700]
baptisms-title: Βαπτίσεις	[418, 985, 684, 1014]
eirt-text-2: 13 Άπό μέρα σέ μέρα. 13.30 Τό παιδί της θάλασσας. 13.55 Ένας άνθρωπος γεννιέται. 14.15 Νέοι γεγονότα. 14.45 Σημερινή γυναίκα. 17 Ειδήσεις. 17.10 Ό κόσμος τών ζώων. 18 Πολιτιστικό πρόγραμμα. 18.30 Γιά σάς παιδιά. 19 Ελληνικό ντοκυμανταίρ. 19.30 Ή οικογένεια Πάρτριτζ. 20 Ειδήσεις. 20.30 Ταξίδι στό διάστημα. 21 Θέατρο τής Δευτέρας. 22.30 Ειδήσεις. 23 Κλείσιμο.	[223, 264, 412, 386]
phone-number: 417-777	[179, 798, 217, 809]
phone-number: 815-870	[179, 733, 217, 744]
eirt-title: ΕΘΝΙΚΟΝ ΙΔΡΥΜΑΤΟΣ	[223, 123, 337, 134]
mid-text-left-2: ΟΥΑΣΙΓΚΤΩΝ, 3. Ριζική αλλαγή στήν εκπαίδευσιν τών ιατρών προτείνεται υπό τού συνεδρίου τών αμερικανών πανεπιστημίων. Οι περισσότεροι ιατροί ευρίσκονται ακόμη είς τά 1930 όσον αφορά τήν εκπαίδευσίν των.	[890, 887, 1127, 943]
lead-body-right	[1137, 475, 1373, 641]
phone-row	[8, 755, 217, 765]
phone-name: Αγορά	[8, 690, 36, 700]
syneuxeis-text: Η συνεστίασις τού ροταριανού ομίλου Θεσσαλονίκης θά γίνη σήμερον εις τό ξενοδοχείον, όπου θά μιλήση ο πρόεδρος.	[8, 569, 217, 603]
s2-title: Ή ετησία εορτή εκπροσώπων των εργαζομένων	[693, 201, 879, 228]
statue-photo	[422, 100, 680, 506]
ika-title: Είσπραξη υπέρ τού ΙΚΑ διά τό ημερολόγιον της «Εργατικής Εστίας»	[432, 1162, 669, 1188]
phone-name: Αιγαίου	[8, 700, 43, 711]
phone-name: Νέα Κρήνη	[8, 852, 56, 863]
s2-text-2: Είς τήν αίθουσαν συνελεύσεων τού Εργατικού κέντρου πραγματοποιήθη ή καθιερωμένη εορτή, με τήν συμμετοχήν εκπροσώπων όλων τών σωματείων.	[690, 280, 883, 325]
divider	[890, 646, 1373, 647]
s7-text: ΚΑΒΑΛΑ, 3.— Ό υφυπουργός κ. Μπράβος ενημερώθη διά τήν πορείαν τών γεωτρήσεων είς τήν θαλασσίαν περιοχήν τής Θάσου.	[1383, 958, 1568, 1003]
phone-row	[8, 874, 217, 885]
bottom-body	[890, 1186, 1373, 1403]
eucheteria-text: Είς τήν άγαπημένη μας άνεψιά Θεώνα Μαναλιού, ιατρόν, πού έορτάζει σήμερον τής την ονομαστική μας εορτή εύχόμεθα κάθε ευτυχία και χαράν στήν ζωή της.	[8, 166, 217, 211]
section-title-koinonika: Κοινωνικά	[8, 53, 217, 86]
